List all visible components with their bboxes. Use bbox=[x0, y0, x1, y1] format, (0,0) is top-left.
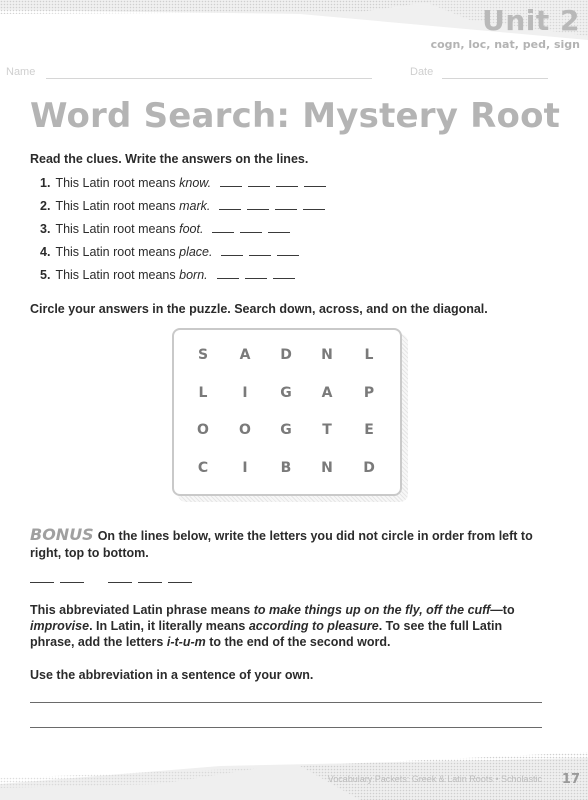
instructions-sentence: Use the abbreviation in a sentence of your own. bbox=[30, 668, 314, 682]
answer-blank[interactable] bbox=[277, 245, 299, 256]
instructions-puzzle: Circle your answers in the puzzle. Search down, across, and on the diagonal. bbox=[30, 302, 488, 316]
bonus-answer-blanks bbox=[30, 572, 192, 583]
unit-title: Unit 2 bbox=[482, 4, 580, 37]
clue-item bbox=[40, 176, 326, 190]
bonus-section bbox=[30, 526, 550, 562]
phrase-text: . In Latin, it literally means bbox=[89, 619, 249, 633]
puzzle-letter[interactable]: C bbox=[197, 460, 209, 476]
answer-blank[interactable] bbox=[108, 572, 132, 583]
clue-text: This Latin root means born. bbox=[55, 268, 208, 282]
clue-number: 4. bbox=[40, 245, 51, 259]
puzzle-letter[interactable]: T bbox=[322, 422, 332, 438]
puzzle-letter[interactable]: L bbox=[198, 385, 208, 401]
answer-blanks bbox=[220, 176, 326, 187]
answer-blanks bbox=[221, 245, 299, 256]
latin-phrase-paragraph bbox=[30, 602, 542, 650]
clue-number: 1. bbox=[40, 176, 51, 190]
answer-blank[interactable] bbox=[245, 268, 267, 279]
answer-blank[interactable] bbox=[247, 199, 269, 210]
clue-number: 2. bbox=[40, 199, 51, 213]
instructions-clues: Read the clues. Write the answers on the lines. bbox=[30, 152, 309, 166]
answer-blank[interactable] bbox=[168, 572, 192, 583]
phrase-text: —to bbox=[490, 603, 515, 617]
page-number: 17 bbox=[561, 772, 580, 787]
date-line[interactable] bbox=[442, 78, 548, 79]
answer-blank[interactable] bbox=[273, 268, 295, 279]
page-title: Word Search: Mystery Root bbox=[30, 96, 561, 136]
puzzle-letter[interactable]: N bbox=[321, 460, 333, 476]
puzzle-letter[interactable]: A bbox=[239, 347, 251, 363]
puzzle-letter[interactable]: A bbox=[321, 385, 333, 401]
puzzle-letter[interactable]: O bbox=[197, 422, 209, 438]
phrase-italic: i-t-u-m bbox=[166, 635, 206, 649]
clue-text: This Latin root means know. bbox=[55, 176, 212, 190]
answer-blank[interactable] bbox=[60, 572, 84, 583]
phrase-text: . To see the full Latin phrase, add the letters bbox=[30, 619, 503, 649]
clue-text: This Latin root means mark. bbox=[55, 199, 211, 213]
answer-blank[interactable] bbox=[138, 572, 162, 583]
clue-item bbox=[40, 199, 325, 213]
clue-text: This Latin root means place. bbox=[55, 245, 213, 259]
answer-blank[interactable] bbox=[304, 176, 326, 187]
answer-blank[interactable] bbox=[219, 199, 241, 210]
name-line[interactable] bbox=[46, 78, 372, 79]
phrase-italic: to make things up on the fly, off the cuff bbox=[253, 603, 491, 617]
blank-spacer bbox=[90, 572, 102, 583]
sentence-line[interactable] bbox=[30, 727, 542, 728]
answer-blank[interactable] bbox=[249, 245, 271, 256]
puzzle-letter[interactable]: D bbox=[363, 460, 375, 476]
name-date-row bbox=[6, 66, 551, 82]
clue-number: 5. bbox=[40, 268, 51, 282]
puzzle-letter[interactable]: P bbox=[363, 385, 375, 401]
answer-blank[interactable] bbox=[303, 199, 325, 210]
answer-blank[interactable] bbox=[248, 176, 270, 187]
puzzle-letter[interactable]: G bbox=[280, 385, 292, 401]
sentence-line[interactable] bbox=[30, 702, 542, 703]
puzzle-letter[interactable]: B bbox=[280, 460, 292, 476]
puzzle-letter[interactable]: I bbox=[242, 385, 248, 401]
answer-blank[interactable] bbox=[275, 199, 297, 210]
answer-blank[interactable] bbox=[240, 222, 262, 233]
puzzle-letter[interactable]: L bbox=[364, 347, 374, 363]
phrase-italic: according to pleasure bbox=[248, 619, 379, 633]
puzzle-letter[interactable]: S bbox=[197, 347, 209, 363]
word-search-grid bbox=[172, 328, 402, 496]
bottom-banner bbox=[0, 744, 588, 800]
clue-item bbox=[40, 268, 295, 282]
clue-text: This Latin root means foot. bbox=[55, 222, 204, 236]
clue-number: 3. bbox=[40, 222, 51, 236]
answer-blank[interactable] bbox=[221, 245, 243, 256]
answer-blank[interactable] bbox=[212, 222, 234, 233]
puzzle-letter[interactable]: N bbox=[321, 347, 333, 363]
answer-blank[interactable] bbox=[217, 268, 239, 279]
date-label: Date bbox=[410, 66, 434, 78]
answer-blank[interactable] bbox=[268, 222, 290, 233]
bonus-text: On the lines below, write the letters you did not circle in order from left to right, top to bottom. bbox=[30, 529, 533, 560]
phrase-italic: improvise bbox=[30, 619, 90, 633]
answer-blanks bbox=[219, 199, 325, 210]
bonus-label: BONUS bbox=[30, 525, 94, 544]
phrase-text: to the end of the second word. bbox=[205, 635, 391, 649]
puzzle-letter[interactable]: G bbox=[280, 422, 292, 438]
footer-credit: Vocabulary Packets: Greek & Latin Roots • Scholastic bbox=[327, 774, 542, 784]
puzzle-letter[interactable]: E bbox=[364, 422, 374, 438]
unit-roots: cogn, loc, nat, ped, sign bbox=[430, 38, 580, 51]
answer-blank[interactable] bbox=[276, 176, 298, 187]
answer-blank[interactable] bbox=[30, 572, 54, 583]
puzzle-letter[interactable]: D bbox=[280, 347, 292, 363]
phrase-text: This abbreviated Latin phrase means bbox=[30, 603, 254, 617]
answer-blanks bbox=[217, 268, 295, 279]
answer-blank[interactable] bbox=[220, 176, 242, 187]
clue-item bbox=[40, 222, 290, 236]
name-label: Name bbox=[6, 66, 36, 78]
answer-blanks bbox=[212, 222, 290, 233]
clue-item bbox=[40, 245, 299, 259]
puzzle-letter[interactable]: I bbox=[242, 460, 248, 476]
puzzle-letter[interactable]: O bbox=[239, 422, 251, 438]
